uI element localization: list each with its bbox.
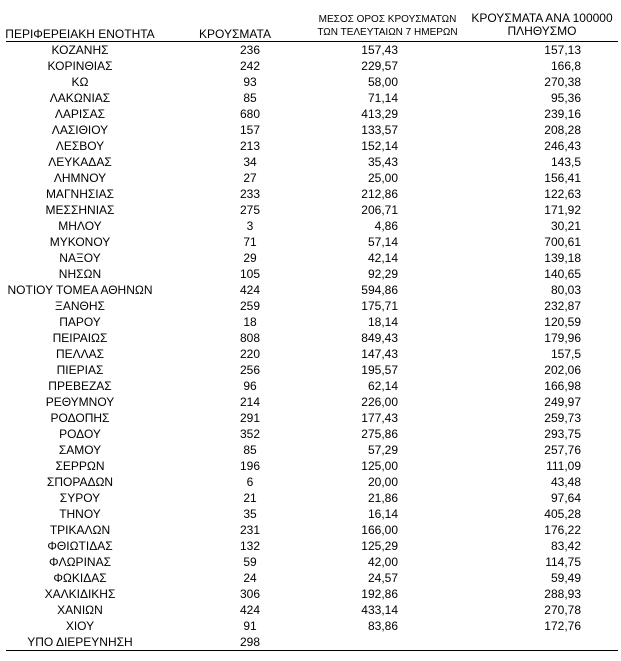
per-100000-cell: 157,5	[550, 347, 581, 361]
cases-cell: 71	[243, 235, 257, 249]
region-cell: ΠΙΕΡΙΑΣ	[56, 363, 104, 377]
region-cell: ΤΡΙΚΑΛΩΝ	[49, 523, 111, 537]
region-cell: ΜΕΣΣΗΝΙΑΣ	[45, 203, 115, 217]
average-cell: 206,71	[361, 203, 398, 217]
table-row	[0, 186, 581, 202]
average-cell: 21,86	[367, 491, 398, 505]
average-cell: 152,14	[361, 139, 398, 153]
cases-cell: 93	[243, 75, 257, 89]
table-row	[0, 490, 581, 506]
cases-cell: 352	[239, 427, 261, 441]
table-row	[0, 458, 581, 474]
cases-cell: 231	[239, 523, 261, 537]
per-100000-cell: 83,42	[550, 539, 581, 553]
region-cell: ΠΡΕΒΕΖΑΣ	[48, 379, 112, 393]
cases-cell: 157	[239, 123, 261, 137]
cases-cell: 6	[246, 475, 254, 489]
average-cell: 83,86	[367, 619, 398, 633]
cases-cell: 291	[239, 411, 261, 425]
per-100000-cell: 120,59	[544, 315, 581, 329]
cases-cell: 24	[243, 571, 257, 585]
region-cell: ΜΑΓΝΗΣΙΑΣ	[45, 187, 115, 201]
table-row	[0, 122, 581, 138]
region-cell: ΝΟΤΙΟΥ ΤΟΜΕΑ ΑΘΗΝΩΝ	[7, 283, 153, 297]
region-cell: ΛΕΣΒΟΥ	[55, 139, 105, 153]
header-per-line1: ΚΡΟΥΣΜΑΤΑ ΑΝΑ 100000	[471, 11, 613, 25]
cases-cell: 236	[239, 43, 261, 57]
average-cell: 433,14	[361, 603, 398, 617]
table-row	[0, 42, 581, 58]
cases-cell: 85	[243, 91, 257, 105]
per-100000-cell: 140,65	[544, 267, 581, 281]
cases-cell: 256	[239, 363, 261, 377]
cases-cell: 298	[239, 635, 261, 649]
table-row	[0, 634, 581, 650]
average-cell: 24,57	[367, 571, 398, 585]
table-row	[0, 362, 581, 378]
average-cell: 157,43	[361, 43, 398, 57]
average-cell: 275,86	[361, 427, 398, 441]
per-100000-cell: 97,64	[550, 491, 581, 505]
region-cell: ΦΛΩΡΙΝΑΣ	[49, 555, 111, 569]
per-100000-cell: 122,63	[544, 187, 581, 201]
region-cell: ΠΕΛΛΑΣ	[55, 347, 105, 361]
cases-cell: 27	[243, 171, 257, 185]
average-cell: 71,14	[367, 91, 398, 105]
per-100000-cell: 143,5	[550, 155, 581, 169]
average-cell: 42,14	[367, 251, 398, 265]
per-100000-cell: 139,18	[544, 251, 581, 265]
cases-cell: 196	[239, 459, 261, 473]
cases-cell: 91	[243, 619, 257, 633]
cases-cell: 21	[243, 491, 257, 505]
cases-cell: 105	[239, 267, 261, 281]
region-cell: ΚΟΖΑΝΗΣ	[51, 43, 109, 57]
average-cell: 92,29	[367, 267, 398, 281]
cases-cell: 214	[239, 395, 261, 409]
average-cell: 192,86	[361, 587, 398, 601]
per-100000-cell: 166,8	[550, 59, 581, 73]
region-cell: ΛΕΥΚΑΔΑΣ	[48, 155, 112, 169]
cases-cell: 85	[243, 443, 257, 457]
per-100000-cell	[398, 634, 581, 650]
table-row	[0, 394, 581, 410]
per-100000-cell: 270,78	[544, 603, 581, 617]
cases-cell: 29	[243, 251, 257, 265]
per-100000-cell: 80,03	[550, 283, 581, 297]
average-cell: 166,00	[361, 523, 398, 537]
region-cell: ΧΙΟΥ	[65, 619, 95, 633]
per-100000-cell: 114,75	[545, 555, 581, 569]
table-row	[0, 74, 581, 90]
average-cell: 147,43	[361, 347, 398, 361]
average-cell: 212,86	[361, 187, 398, 201]
table-row	[0, 410, 581, 426]
average-cell: 413,29	[361, 107, 398, 121]
cases-table	[0, 42, 581, 650]
cases-cell: 18	[243, 315, 257, 329]
header-region: ΠΕΡΙΦΕΡΕΙΑΚΗ ΕΝΟΤΗΤΑ	[5, 27, 155, 41]
per-100000-cell: 239,16	[544, 107, 581, 121]
region-cell: ΣΠΟΡΑΔΩΝ	[46, 475, 114, 489]
table-row	[0, 618, 581, 634]
region-cell: ΚΩ	[71, 75, 89, 89]
per-100000-cell: 179,96	[544, 331, 581, 345]
region-cell: ΛΑΚΩΝΙΑΣ	[49, 91, 111, 105]
cases-cell: 213	[239, 139, 261, 153]
table-row	[0, 570, 581, 586]
table-row	[0, 138, 581, 154]
average-cell: 229,57	[361, 59, 398, 73]
cases-cell: 424	[239, 603, 261, 617]
region-cell: ΞΑΝΘΗΣ	[55, 299, 105, 313]
region-cell: ΛΑΡΙΣΑΣ	[54, 107, 106, 121]
table-row	[0, 442, 581, 458]
per-100000-cell: 43,48	[550, 475, 581, 489]
table-row	[0, 106, 581, 122]
cases-cell: 132	[239, 539, 261, 553]
per-100000-cell: 257,76	[544, 443, 581, 457]
header-average	[300, 13, 475, 39]
per-100000-cell: 166,98	[544, 379, 581, 393]
cases-cell: 96	[243, 379, 257, 393]
bottom-divider	[6, 650, 618, 651]
average-cell: 195,57	[361, 363, 398, 377]
table-row	[0, 282, 581, 298]
per-100000-cell: 95,36	[550, 91, 581, 105]
per-100000-cell: 249,97	[544, 395, 581, 409]
region-cell: ΧΑΛΚΙΔΙΚΗΣ	[44, 587, 116, 601]
average-cell	[340, 634, 398, 650]
per-100000-cell: 246,43	[544, 139, 581, 153]
header-per-100000	[462, 12, 621, 38]
per-100000-cell: 293,75	[544, 427, 581, 441]
cases-cell: 34	[243, 155, 257, 169]
average-cell: 62,14	[367, 379, 398, 393]
table-row	[0, 58, 581, 74]
region-cell: ΡΟΔΟΠΗΣ	[50, 411, 110, 425]
per-100000-cell: 700,61	[544, 235, 581, 249]
per-100000-cell: 288,93	[544, 587, 581, 601]
per-100000-cell: 157,13	[544, 43, 581, 57]
average-cell: 57,14	[367, 235, 398, 249]
average-cell: 58,00	[367, 75, 398, 89]
average-cell: 226,00	[361, 395, 398, 409]
table-row	[0, 506, 581, 522]
cases-cell: 35	[243, 507, 257, 521]
region-cell: ΦΘΙΩΤΙΔΑΣ	[47, 539, 113, 553]
average-cell: 125,00	[361, 459, 398, 473]
table-row	[0, 90, 581, 106]
table-row	[0, 298, 581, 314]
average-cell: 175,71	[361, 299, 398, 313]
per-100000-cell: 259,73	[544, 411, 581, 425]
cases-cell: 275	[239, 203, 261, 217]
table-row	[0, 154, 581, 170]
region-cell: ΤΗΝΟΥ	[59, 507, 101, 521]
cases-cell: 808	[239, 331, 261, 345]
region-cell: ΝΗΣΩΝ	[58, 267, 102, 281]
table-row	[0, 522, 581, 538]
table-row	[0, 330, 581, 346]
cases-cell: 233	[239, 187, 261, 201]
average-cell: 18,14	[367, 315, 398, 329]
average-cell: 177,43	[361, 411, 398, 425]
average-cell: 57,29	[367, 443, 398, 457]
per-100000-cell: 59,49	[550, 571, 581, 585]
region-cell: ΠΑΡΟΥ	[59, 315, 101, 329]
cases-cell: 242	[239, 59, 261, 73]
per-100000-cell: 405,28	[544, 507, 581, 521]
average-cell: 4,86	[374, 219, 398, 233]
per-100000-cell: 208,28	[544, 123, 581, 137]
cases-cell: 3	[246, 219, 254, 233]
per-100000-cell: 156,41	[544, 171, 581, 185]
per-100000-cell: 176,22	[544, 523, 581, 537]
average-cell: 42,00	[367, 555, 398, 569]
cases-cell: 424	[239, 283, 261, 297]
average-cell: 35,43	[367, 155, 398, 169]
region-cell: ΡΕΘΥΜΝΟΥ	[45, 395, 115, 409]
average-cell: 20,00	[367, 475, 398, 489]
table-row	[0, 602, 581, 618]
region-cell: ΣΥΡΟΥ	[59, 491, 101, 505]
average-cell: 594,86	[361, 283, 398, 297]
header-average-line2: ΤΩΝ ΤΕΛΕΥΤΑΙΩΝ 7 ΗΜΕΡΩΝ	[317, 27, 458, 38]
table-row	[0, 474, 581, 490]
per-100000-cell: 30,21	[550, 219, 581, 233]
header-average-line1: ΜΕΣΟΣ ΟΡΟΣ ΚΡΟΥΣΜΑΤΩΝ	[318, 14, 457, 25]
region-cell: ΚΟΡΙΝΘΙΑΣ	[47, 59, 113, 73]
region-cell: ΧΑΝΙΩΝ	[57, 603, 103, 617]
table-row	[0, 250, 581, 266]
per-100000-cell: 171,92	[544, 203, 581, 217]
table-row	[0, 234, 581, 250]
table-row	[0, 218, 581, 234]
table-row	[0, 346, 581, 362]
table-row	[0, 202, 581, 218]
per-100000-cell: 111,09	[546, 459, 581, 473]
region-cell: ΜΥΚΟΝΟΥ	[49, 235, 111, 249]
region-cell: ΣΕΡΡΩΝ	[55, 459, 105, 473]
average-cell: 849,43	[361, 331, 398, 345]
header-cases: ΚΡΟΥΣΜΑΤΑ	[199, 27, 271, 41]
cases-cell: 59	[243, 555, 257, 569]
table-row	[0, 586, 581, 602]
table-row	[0, 554, 581, 570]
region-cell: ΝΑΞΟΥ	[59, 251, 101, 265]
region-cell: ΜΗΛΟΥ	[58, 219, 102, 233]
region-cell: ΡΟΔΟΥ	[59, 427, 101, 441]
table-row	[0, 378, 581, 394]
per-100000-cell: 202,06	[544, 363, 581, 377]
table-row	[0, 538, 581, 554]
region-cell: ΥΠΟ ΔΙΕΡΕΥΝΗΣΗ	[27, 635, 133, 649]
table-row	[0, 170, 581, 186]
cases-cell: 259	[239, 299, 261, 313]
header-per-line2: ΠΛΗΘΥΣΜΟ	[507, 24, 577, 38]
cases-cell: 306	[239, 587, 261, 601]
per-100000-cell: 172,76	[544, 619, 581, 633]
cases-cell: 220	[239, 347, 261, 361]
table-row	[0, 314, 581, 330]
table-row	[0, 266, 581, 282]
region-cell: ΣΑΜΟΥ	[58, 443, 102, 457]
average-cell: 25,00	[367, 171, 398, 185]
table-row	[0, 426, 581, 442]
region-cell: ΛΑΣΙΘΙΟΥ	[51, 123, 109, 137]
average-cell: 133,57	[361, 123, 398, 137]
per-100000-cell: 232,87	[544, 299, 581, 313]
table-body	[0, 42, 581, 650]
region-cell: ΛΗΜΝΟΥ	[53, 171, 107, 185]
cases-cell: 680	[239, 107, 261, 121]
per-100000-cell: 270,38	[544, 75, 581, 89]
average-cell: 16,14	[367, 507, 398, 521]
region-cell: ΠΕΙΡΑΙΩΣ	[52, 331, 108, 345]
average-cell: 125,29	[361, 539, 398, 553]
region-cell: ΦΩΚΙΔΑΣ	[53, 571, 107, 585]
